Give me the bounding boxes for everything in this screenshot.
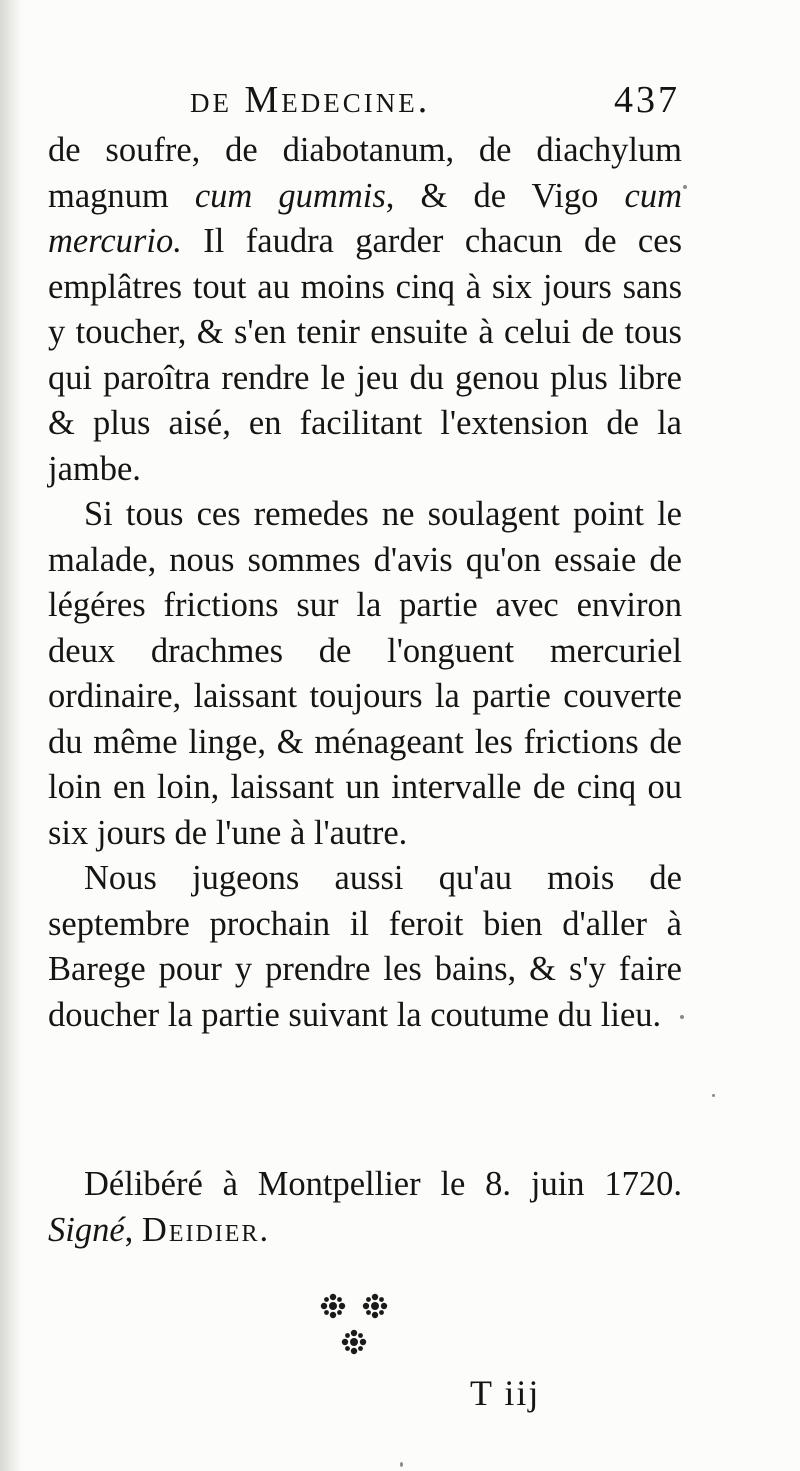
signer-name: Deidier. [141,1210,271,1249]
signature-line [48,1162,682,1253]
gutter-shadow [0,0,22,1471]
text-run: Si tous ces remedes ne soulagent point le malade, nous sommes d'avis qu'on essaie de légéres frictions sur la partie avec environ deux drachmes de l'onguent mercuriel ordinaire, laissant toujours la partie couverte du même linge, & ménageant les frictions de loin en loin, laissant un intervalle de cinq ou six jours de l'une à l'autre. [48,495,682,852]
body-text [48,128,682,1038]
fleuron-ornament [305,1288,405,1368]
paper-speck [683,185,687,189]
running-title: de Medecine. [190,79,431,121]
running-head [190,78,690,128]
paragraph [48,492,682,856]
text-run: , & de Vigo [385,176,625,215]
signature-mark: T iij [470,1373,541,1413]
text-run: Nous jugeons aussi qu'au mois de septembre prochain il feroit bien d'aller à Barege pour y prendre les bains, & s'y faire doucher la partie suivant la coutume du lieu. [48,859,682,1034]
italic-text-run: cum mercurio. [48,176,683,260]
text-run: Il faudra garder chacun de ces emplâtres tout au moins cinq à six jours sans y toucher, & s'en tenir ensuite à celui de tous qui paroîtra rendre le jeu du genou plus libre & plus aisé, en facilitant l'extension de la jambe. [48,222,682,488]
text-run: de soufre, de diabotanum, de diachylum magnum [48,131,682,215]
italic-text-run: cum gummis [194,176,386,215]
signature-separator: , [124,1210,142,1249]
signature-date: Délibéré à Montpellier le 8. juin 1720. [84,1165,682,1203]
paragraph [48,856,682,1038]
paragraph [48,128,682,492]
paper-speck [712,1094,715,1097]
signed-label: Signé [48,1210,125,1249]
paper-speck [680,1015,684,1019]
paper-speck [400,1462,403,1467]
page-number: 437 [614,79,680,121]
